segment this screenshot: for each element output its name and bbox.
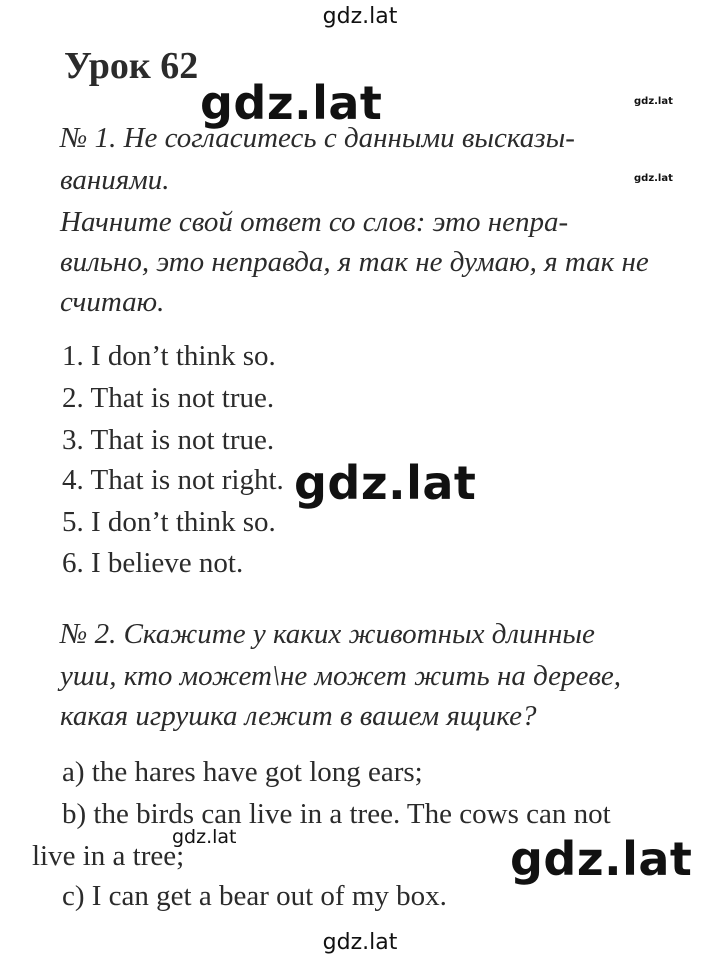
task1-heading-line-1: № 1. Не согласитесь с данными высказы- [60, 122, 575, 154]
task1-answer-6: 6. I believe not. [62, 547, 244, 579]
task1-answer-3: 3. That is not true. [62, 424, 275, 456]
task1-instruction-line-3: считаю. [60, 286, 165, 318]
task1-answer-2: 2. That is not true. [62, 382, 275, 414]
task2-answer-b-continued: live in a tree; [32, 840, 185, 872]
watermark-big-2: gdz.lat [290, 456, 480, 510]
watermark-top: gdz.lat [322, 4, 398, 29]
task2-heading-line-3: какая игрушка лежит в вашем ящике? [60, 700, 537, 732]
lesson-title: Урок 62 [64, 45, 199, 87]
task2-heading-line-2: уши, кто может\не может жить на дереве, [60, 660, 622, 692]
task1-instruction-line-1: Начните свой ответ со слов: это непра- [60, 206, 569, 238]
watermark-small-2: gdz.lat [634, 173, 673, 184]
task2-answer-a: a) the hares have got long ears; [62, 756, 423, 788]
task2-answer-b: b) the birds can live in a tree. The cows can not [62, 798, 611, 830]
task1-heading-line-2: ваниями. [60, 164, 170, 196]
task1-answer-5: 5. I don’t think so. [62, 506, 276, 538]
task1-instruction-line-2: вильно, это неправда, я так не думаю, я так не [60, 246, 649, 278]
task1-answer-4: 4. That is not right. [62, 464, 284, 496]
watermark-small-1: gdz.lat [634, 96, 673, 107]
watermark-big-1: gdz.lat [200, 76, 383, 130]
task1-answer-1: 1. I don’t think so. [62, 340, 276, 372]
watermark-mid: gdz.lat [172, 826, 237, 848]
task2-heading-line-1: № 2. Скажите у каких животных длинные [60, 618, 595, 650]
watermark-big-3: gdz.lat [506, 832, 696, 886]
task2-answer-c: c) I can get a bear out of my box. [62, 880, 447, 912]
watermark-bottom: gdz.lat [322, 930, 398, 955]
